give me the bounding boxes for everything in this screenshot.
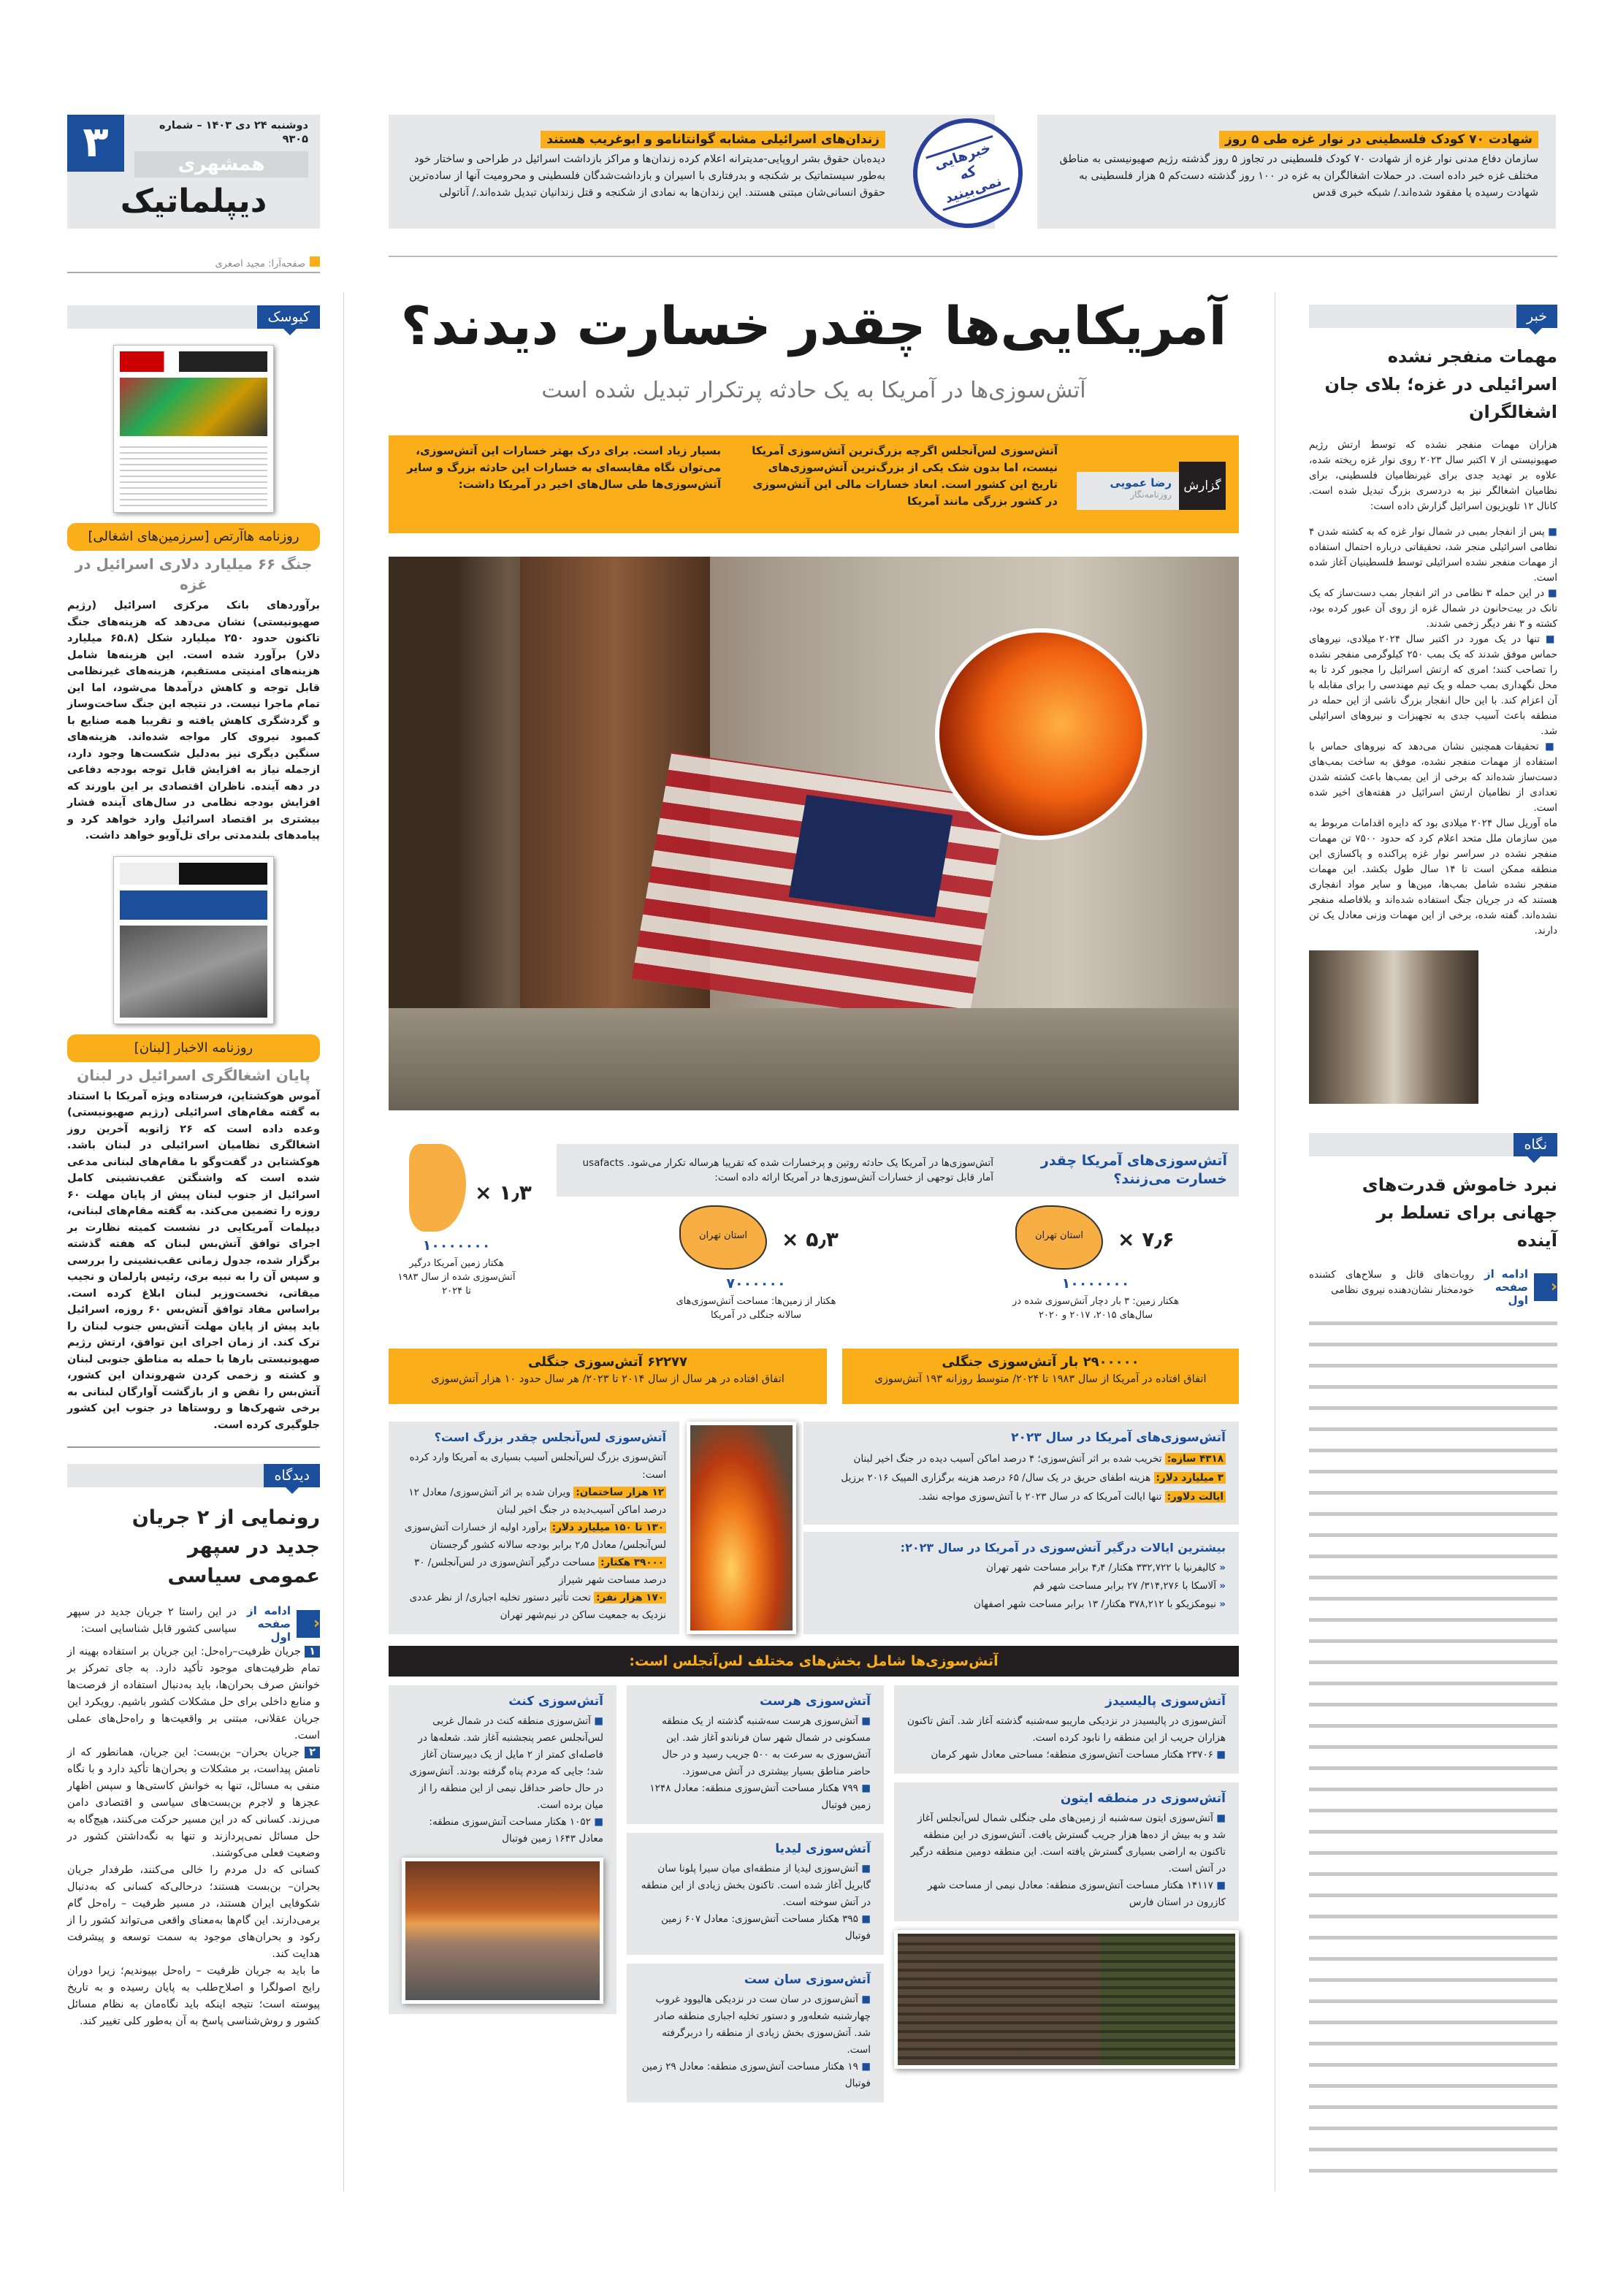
district-kenneth <box>389 1685 617 2014</box>
header-rule <box>389 256 1557 257</box>
infographic-header <box>557 1144 1239 1197</box>
la-size-item <box>402 1589 666 1624</box>
view-title: نبرد خاموش قدرت‌های جهانی برای تسلط بر آینده <box>1362 1175 1557 1251</box>
lead-paragraph-2: بسیار زیاد است. برای درک بهتر خسارات این آتش‌سوزی، می‌توان نگاه مقایسه‌ای به خسارات این حادثه بزرگ و سایر آتش‌سوزی‌ها طی سال‌های اخیر در آمریکا داشت: <box>407 444 721 491</box>
page-designer-label: صفحه‌آرا: مجید اصغری <box>215 259 305 270</box>
square-bullet-icon: ■ <box>861 1913 871 1925</box>
la-size-item <box>402 1554 666 1589</box>
stat-headline: ۶۲۲۷۷ آتش‌سوزی جنگلی <box>527 1354 688 1370</box>
view-body-continuation <box>1309 1314 1557 2181</box>
district-stat <box>640 1911 871 1945</box>
left-column <box>67 115 320 2030</box>
brand-main-logo: دیپلماتیک <box>120 183 267 220</box>
fires-2023-title: آتش‌سوزی‌های آمریکا در سال ۲۰۲۳ <box>1011 1430 1226 1445</box>
infographic-intro: آتش‌سوزی‌ها در آمریکا یک حادثه روتین و پرخسارات شده که تقریبا هرساله تکرار می‌شود. usafacts آمار قابل توجهی از خسارات آتش‌سوزی‌ها در آمریکا ارائه داده است: <box>582 1157 993 1183</box>
bullet-text: در این حمله ۳ نظامی در اثر انفجار بمب دست‌ساز که یک تانک در بیت‌حانون در شمال غزه از روی آن عبور کرده بود، کشته و ۳ نفر دیگر زخمی شدند. <box>1309 587 1557 630</box>
lower-middle-section <box>389 1422 1239 2102</box>
lead-paragraph-1: آتش‌سوزی لس‌آنجلس اگرچه بزرگ‌ترین آتش‌سوزی آمریکا نیست، اما بدون شک یکی از بزرگ‌ترین آتش‌سوزی‌های تاریخ این کشور است. ابعاد خسارات مالی این آتش‌سوزی در کشور بزرگی مانند آمریکا <box>752 444 1058 508</box>
la-size-intro: آتش‌سوزی بزرگ لس‌آنجلس آسیب بسیاری به آمریکا وارد کرده است: <box>409 1452 666 1481</box>
news-bullet <box>1309 525 1557 586</box>
la-size-item <box>402 1484 666 1519</box>
district-title: آتش‌سوزی هرست <box>760 1694 871 1709</box>
square-bullet-icon: ■ <box>1216 1880 1226 1891</box>
item-text: ویران شده بر اثر آتش‌سوزی/ معادل ۱۲ درصد اماکن آسیب‌دیده در جنگ اخیر لبنان <box>408 1487 666 1516</box>
item-key: ۱۳۰ تا ۱۵۰ میلیارد دلار: <box>550 1522 666 1533</box>
district-eaton <box>894 1782 1239 1921</box>
square-bullet-icon: ■ <box>1216 1749 1226 1761</box>
top-news-body: سازمان دفاع مدنی نوار غزه از شهادت ۷۰ کودک فلسطینی در تجاوز ۵ روز گذشته رژیم صهیونیستی به مناطق مختلف غزه خبر داده است. در حملات اشغالگران به غزه در ۱۰۰ روز گذشته دست‌کم ۵ هزار فلسطینی به شهادت رسیده یا مفقود شده‌اند./ شبکه خبری قدس <box>1059 153 1538 199</box>
infographic-title: آتش‌سوزی‌های آمریکا چقدر خسارت می‌زنند؟ <box>1040 1153 1227 1187</box>
districts-col-middle <box>627 1685 884 2102</box>
district-hurst <box>627 1685 884 1824</box>
fires-2023-item <box>817 1487 1226 1506</box>
stat-value: ۱۰۰۰۰۰۰۰ <box>1061 1275 1130 1292</box>
view-label: نگاه <box>1514 1133 1557 1156</box>
stat-caption: هکتار زمین آمریکا درگیر آتش‌سوزی شده از سال ۱۹۸۳ تا ۲۰۲۴ <box>397 1258 516 1297</box>
item-key: ۱۲ هزار ساختمان: <box>573 1487 666 1498</box>
opinion-point-2 <box>67 1744 320 1862</box>
state-item <box>817 1559 1226 1577</box>
square-bullet-icon: ■ <box>594 1715 603 1727</box>
la-size-box <box>389 1422 679 1634</box>
comparison-tehran-1 <box>1008 1205 1239 1330</box>
multiplier: × ۷٫۶ <box>1118 1227 1175 1251</box>
tehran-map-shape <box>1015 1205 1103 1270</box>
state-item <box>817 1577 1226 1595</box>
districts-col-right <box>894 1685 1239 2069</box>
fires-2023-item <box>817 1468 1226 1487</box>
districts-grid <box>389 1685 1239 2102</box>
bullet-text: تنها در یک مورد در اکتبر سال ۲۰۲۴ میلادی، نیروهای حماس موفق شدند که یک بمب ۲۵۰ کیلوگرمی منفجر نشده را تصاحب کنند؛ امری که ارتش اسرائیل را مجبور کرد تا به محل نگهداری بمب حمله و یک تیم مهندسی را برای مقابله با آن اعزام کند. با این حال انفجار بزرگ ناشی از این حمله در منطقه باعث آسیب جدی به تجهیزات و نیروهای اسرائیلی شد. <box>1309 633 1557 737</box>
firefighter-inset-photo <box>935 628 1147 840</box>
square-bullet-icon: ■ <box>861 1715 871 1727</box>
map-label: استان تهران <box>1034 1230 1083 1241</box>
point-number: ۲ <box>305 1747 320 1758</box>
opinion-paragraph: کسانی که دل مردم را خالی می‌کنند، طرفدار جریان بحران– بن‌بست هستند؛ درحالی‌که کسانی که به‌دنبال شکوفایی ایران هستند، در مسیر ظرفیت – راه‌حل گام برمی‌دارند. این گام‌ها به‌معنای واقعی می‌تواند کشور را از رکود و بحران‌های موجود به سمت توسعه و پیشرفت هدایت کند. <box>67 1864 320 1960</box>
stat-text: ۲۳۷۰۶ هکتار مساحت آتش‌سوزی منطقه؛ مساحتی معادل شهر کرمان <box>931 1749 1213 1761</box>
opinion-title: رونمایی از ۲ جریان جدید در سپهر عمومی سیاسی <box>131 1506 320 1587</box>
facts-right-stack <box>804 1422 1239 1634</box>
news-body <box>1309 438 1557 939</box>
body-text: آتش‌سوزی هرست سه‌شنبه گذشته از یک منطقه مسکونی در شمال شهر سان فرناندو آغاز شد. این آتش‌سوزی به سرعت به ۵۰۰ جریب رسید و در حال حاضر مناطق بسیار بیشتری در آتش می‌سوزد. <box>662 1715 871 1777</box>
map-label: استان تهران <box>698 1230 747 1241</box>
al-akhbar-headline: پایان اشغالگری اسرائیل در لبنان <box>77 1066 310 1084</box>
square-bullet-icon: ■ <box>1216 1812 1226 1824</box>
kiosk-label: کیوسک <box>257 305 320 329</box>
fires-2023-box <box>804 1422 1239 1525</box>
stat-text: ۱۹ هکتار مساحت آتش‌سوزی منطقه: معادل ۲۹ زمین فوتبال <box>641 2061 871 2089</box>
stat-caption: هکتار زمین: ۳ بار دچار آتش‌سوزی شده در سال‌های ۲۰۱۵، ۲۰۱۷ و ۲۰۲۰ <box>1012 1296 1179 1321</box>
haaretz-source-tag: روزنامه هاآرتص [سرزمین‌های اشغالی] <box>67 523 320 551</box>
district-lidia <box>627 1833 884 1955</box>
state-text: کالیفرنیا با ۳۳۲,۷۲۲ هکتار/ ۴٫۴ برابر مساحت شهر تهران <box>986 1561 1216 1574</box>
news-label: خبر <box>1516 305 1557 328</box>
designer-marker-icon <box>310 256 320 267</box>
point-text: جریان ظرفیت–راه‌حل: این جریان بر استفاده بهینه از تمام ظرفیت‌های موجود تأکید دارد. به جای تمرکز بر خوانش صرف بحران‌ها، باید به‌دنبال استفاده از فرصت‌ها و منابع داخلی برای حل مشکلات کشور باشیم. رویکرد این جریان عقلانی، مبتنی بر واقعیت‌ها و راه‌حل‌های عملی است. <box>67 1646 320 1742</box>
item-text: هزینه اطفای حریق در یک سال/ ۶۵ درصد هزینه برگزاری المپیک ۲۰۱۶ برزیل <box>841 1472 1151 1484</box>
district-body <box>640 1861 871 1911</box>
fires-2023-item <box>817 1449 1226 1468</box>
facts-row <box>389 1422 1239 1634</box>
kiosk-header <box>67 305 320 329</box>
stat-detail: اتفاق افتاده در آمریکا از سال ۱۹۸۳ تا ۲۰۲۴/ متوسط روزانه ۱۹۳ آتش‌سوزی <box>874 1373 1207 1385</box>
news-bullet <box>1309 632 1557 739</box>
page-number: ۳ <box>67 115 124 172</box>
page-title: آمریکایی‌ها چقدر خسارت دیدند؟ <box>400 295 1227 356</box>
district-body <box>640 1991 871 2059</box>
stat-headline: ۲۹۰۰۰۰۰ بار آتش‌سوزی جنگلی <box>942 1354 1140 1370</box>
item-key: ۳ میلیارد دلار: <box>1154 1472 1226 1484</box>
body-text: آتش‌سوزی لیدیا از منطقه‌ای میان سیرا پلونا سان گابریل آغاز شده است. تاکنون بخش زیادی از این منطقه در آتش سوخته است. <box>641 1863 871 1908</box>
issue-date: دوشنبه ۲۴ دی ۱۴۰۳ – شماره ۹۳۰۵ <box>159 120 308 145</box>
state-item <box>817 1595 1226 1614</box>
square-bullet-icon: ■ <box>1545 741 1557 752</box>
item-text: مساحت درگیر آتش‌سوزی در لس‌آنجلس/ ۳۰ درصد مساحت شهر شیراز <box>413 1557 666 1586</box>
news-header <box>1309 305 1557 328</box>
district-stat <box>402 1814 603 1847</box>
districts-banner: آتش‌سوزی‌ها شامل بخش‌های مختلف لس‌آنجلس است: <box>389 1646 1239 1677</box>
stamp-text: خبرهایی که نمی‌بینید <box>925 135 1009 211</box>
square-bullet-icon: ■ <box>1545 633 1557 645</box>
burning-houses-photo <box>402 1858 603 2004</box>
report-tag: گزارش <box>1179 462 1226 510</box>
al-akhbar-front-page-image <box>113 856 274 1024</box>
news-bullet <box>1309 739 1557 816</box>
district-palisades <box>894 1685 1239 1774</box>
double-chevron-icon: « <box>1219 1598 1226 1610</box>
opinion-point-1 <box>67 1644 320 1744</box>
district-sunset <box>627 1964 884 2102</box>
continued-from-front-page[interactable] <box>247 1604 320 1644</box>
district-stat <box>907 1877 1226 1911</box>
al-akhbar-source-tag: روزنامه الاخبار [لبنان] <box>67 1034 320 1062</box>
top-news-title: زندان‌های اسرائیلی مشابه گوانتانامو و ابوغریب هستند <box>541 131 885 148</box>
body-text: آتش‌سوزی منطقه کنث در شمال غربی لس‌آنجلس عصر پنجشنبه آغاز شد. شعله‌ها در فاصله‌ای کمتر از ۲ مایل از یک دبیرستان آغاز شد؛ جایی که مردم پناه گرفته بودند. آتش‌سوزی در حال حاضر حداقل نیمی از این منطقه را از میان برده است. <box>409 1715 603 1811</box>
al-akhbar-body: آموس هوکشتاین، فرستاده ویژه آمریکا با استناد به گفته مقام‌های اسرائیلی (رژیم صهیونیستی) وعده داده است که ۲۶ ژانویه آخرین روز اشغالگری نظامیان اسرائیلی در لبنان باشد. هوکشتاین در گفت‌وگو با مقام‌های لبنانی مدعی شده است که واشنگتن عقب‌نشینی کامل اسرائیل از جنوب لبنان پیش از پایان مهلت ۶۰ روزه را تضمین می‌کند. به گفته مقام‌های لبنانی، دیپلمات آمریکایی در نشست کمیته نظارت بر اجرای توافق آتش‌بس لبنان که هفته گذشته برگزار شده، جدول زمانی عقب‌نشینی را بررسی و سپس آن را به نبیه بری، رئیس پارلمان و نجیب میقاتی، نخست‌وزیر لبنان ابلاغ کرده است. براساس مفاد توافق آتش‌بس ۶۰ روزه، اسرائیل باید پیش از پایان مهلت آتش‌بس جنوب لبنان را ترک کند. از زمان اجرای این توافق، ارتش رژیم صهیونیستی بارها با حمله به مناطق جنوبی لبنان و کشته و زخمی کردن شهروندان این کشور، آتش‌بس را نقض و از بازگشت آوارگان لبنانی به برخی شهرک‌ها و روستاها در جنوب این کشور جلوگیری کرده است. <box>67 1090 320 1431</box>
lead-box <box>389 435 1239 533</box>
top-states-box <box>804 1532 1239 1635</box>
top-news-item-gaza-children <box>1037 115 1556 229</box>
la-size-item <box>402 1519 666 1554</box>
author-box <box>1077 472 1179 510</box>
chevron-icon: ‹ <box>297 1610 320 1638</box>
double-chevron-icon: « <box>1219 1561 1226 1574</box>
view-header <box>1309 1133 1557 1156</box>
square-bullet-icon: ■ <box>861 2061 871 2072</box>
stat-box-total-fires <box>842 1349 1239 1404</box>
opinion-body <box>67 1604 320 2030</box>
brand-top-logo: همشهری <box>134 151 308 178</box>
news-title: مهمات منفجر نشده اسرائیلی در غزه؛ بلای جان اشغالگران <box>1324 346 1557 422</box>
bullet-text: پس از انفجار بمبی در شمال نوار غزه که به کشته شدن ۴ نظامی اسرائیلی منجر شد، تحقیقاتی درباره احتمال استفاده از مهمات منفجر نشده اسرائیلی توسط فلسطینیان آغاز شده است. <box>1309 526 1557 584</box>
page-designer <box>67 256 320 273</box>
multiplier: × ۵٫۳ <box>782 1227 839 1251</box>
square-bullet-icon: ■ <box>861 1782 871 1794</box>
district-stat <box>640 1780 871 1814</box>
district-body <box>402 1713 603 1814</box>
haaretz-body: برآوردهای بانک مرکزی اسرائیل (رژیم صهیونیستی) نشان می‌دهد که هزینه‌های جنگ تاکنون حدود ۲۵۰ میلیارد شکل (۶۵.۸ میلیارد دلار) برآورد شده است. این هزینه‌ها شامل هزینه‌های امنیتی مستقیم، هزینه‌های غیرنظامی قابل توجه و کاهش درآمدها می‌شود، اما این تمام ماجرا نیست. در نتیجه این جنگ ساخت‌وساز و گردشگری کاهش یافته و تقریبا همه صنایع با کمبود نیروی کار مواجه شده‌اند. هزینه‌های سنگین دیگری نیز به‌دلیل شکست‌ها وجود دارد، ازجمله نیاز به افزایش قابل توجه بودجه دفاعی در دهه آینده. ناظران اقتصادی بر این باورند که افزایش بودجه نظامی در سال‌های آینده فشار بیشتری بر اقتصاد اسرائیل وارد خواهد کرد و پیامدهای بلندمدتی برای تل‌آویو خواهد داشت. <box>67 600 321 842</box>
iran-map-shape <box>409 1144 466 1232</box>
stat-detail: اتفاق افتاده در هر سال از سال ۲۰۱۴ تا ۲۰۲۳/ هر سال حدود ۱۰ هزار آتش‌سوزی <box>431 1373 785 1385</box>
square-bullet-icon: ■ <box>861 1863 871 1874</box>
multiplier: × ۱٫۳ <box>475 1181 532 1205</box>
top-states-title: بیشترین ایالات درگیر آتش‌سوزی در آمریکا در سال ۲۰۲۳: <box>900 1540 1226 1555</box>
author-name: رضا عمویی <box>1110 476 1172 489</box>
byline <box>1077 462 1226 510</box>
item-key: ایالت دلاور: <box>1165 1491 1226 1503</box>
stat-value: ۷۰۰۰۰۰۰ <box>726 1275 786 1292</box>
state-text: نیومکزیکو با ۳۷۸,۲۱۲ هکتار/ ۱۳ برابر مساحت شهر اصفهان <box>974 1598 1216 1610</box>
item-text: تنها ایالت آمریکا که در سال ۲۰۲۳ با آتش‌سوزی مواجه نشد. <box>918 1491 1162 1503</box>
helicopter-wildfire-photo <box>687 1422 796 1634</box>
item-text: تخریب شده بر اثر آتش‌سوزی؛ ۴ درصد اماکن آسیب دیده در جنگ اخیر لبنان <box>853 1453 1162 1465</box>
item-key: ۱۷۰ هزار نفر: <box>594 1592 666 1603</box>
district-title: آتش‌سوزی کنث <box>508 1694 603 1709</box>
stat-box-annual-fires <box>389 1349 827 1404</box>
divider <box>67 1446 320 1448</box>
continued-from-front-page[interactable] <box>1484 1267 1557 1307</box>
square-bullet-icon: ■ <box>594 1816 603 1828</box>
point-text: جریان بحران– بن‌بست: این جریان، همانطور که از نامش پیداست، بر مشکلات و بحران‌ها تأکید دارد و با نگاه منفی به مسائل، تنها به خوانش کاستی‌ها و سپس اظهار عجزها و لاجرم بن‌بست‌های سیاسی و اقتصادی دامن می‌زند. کسانی که در این مسیر حرکت می‌کنند، هیچ‌گاه به حل مسائل نمی‌پردازند و تنها به نگه‌داشتن کشور در وضعیت فعلی می‌کوشند. <box>67 1747 320 1859</box>
opinion-intro: در این راستا ۲ جریان جدید در سپهر سیاسی کشور قابل شناسایی است: <box>67 1606 237 1635</box>
body-text: آتش‌سوزی در سان ست در نزدیکی هالیوود غروب چهارشنبه شعله‌ور و دستور تخلیه اجباری منطقه صادر شد. آتش‌سوزی بخش زیادی از منطقه را دربرگرفته است. <box>654 1994 871 2056</box>
stat-text: ۱۰۵۲ هکتار مساحت آتش‌سوزی منطقه: معادل ۱۶۴۳ زمین فوتبال <box>429 1816 603 1845</box>
column-divider <box>343 292 344 2192</box>
item-key: ۴۳۱۸ سازه: <box>1165 1453 1226 1465</box>
haaretz-headline: جنگ ۶۶ میلیارد دلاری اسرائیل در غزه <box>75 555 313 593</box>
point-number: ۱ <box>305 1646 320 1658</box>
haaretz-front-page-image <box>113 345 274 513</box>
news-closing: ماه آوریل سال ۲۰۲۴ میلادی بود که دایره اقدامات مربوط به مین سازمان ملل متحد اعلام کرد که حدود ۷۵۰۰ تن مهمات منفجر نشده در سراسر نوار غزه پراکنده و پاکسازی این منطقه ممکن است تا ۱۴ سال طول بکشد. این مهمات منفجر نشده شامل بمب‌ها، مین‌ها و سایر مواد انفجاری هستند که در جریان جنگ استفاده شده‌اند و بلافاصله منفجر نشده‌اند. گفته شده، برخی از این مهمات وزنی معادل یک تن دارند. <box>1309 817 1557 937</box>
district-title: آتش‌سوزی پالیسیدز <box>1105 1694 1226 1709</box>
opinion-paragraph: ما باید به جریان ظرفیت – راه‌حل بپیوندیم؛ زیرا دوران رایج اصولگرا و اصلاح‌طلب به پایان رسیده و به تاریخ پیوسته است؛ نتیجه اینکه باید نگاه‌مان به نظام مسائل کشور و روش‌شناسی پاسخ به آن به‌طور کلی تغییر کند. <box>67 1965 320 2027</box>
district-title: آتش‌سوزی در منطقه ایتون <box>1060 1791 1226 1806</box>
bullet-text: تحقیقات همچنین نشان می‌دهد که نیروهای حماس با استفاده از مهمات منفجر نشده، موفق به ساخت بمب‌های دست‌ساز شده‌اند که برخی از این بمب‌ها باعث کشته شدن تعدادی از نظامیان ارتش اسرائیل در هفته‌های اخیر شده است. <box>1309 741 1557 814</box>
view-intro: روبات‌های قاتل و سلاح‌های کشنده خودمختار نشان‌دهنده نیروی نظامی <box>1309 1269 1474 1296</box>
aerial-burnt-neighborhood-photo <box>894 1930 1239 2069</box>
chevron-icon: ‹ <box>1534 1273 1557 1301</box>
stat-value: ۱۰۰۰۰۰۰۰ <box>422 1237 491 1254</box>
district-body <box>640 1713 871 1780</box>
square-bullet-icon: ■ <box>861 1994 871 2005</box>
stat-caption: هکتار از زمین‌ها: مساحت آتش‌سوزی‌های سالانه جنگلی در آمریکا <box>676 1296 836 1321</box>
top-news-title: شهادت ۷۰ کودک فلسطینی در نوار غزه طی ۵ روز <box>1219 131 1538 148</box>
district-body <box>907 1810 1226 1877</box>
item-text: تحت تأثیر دستور تخلیه اجباری/ از نظر عددی نزدیک به جمعیت ساکن در نیم‌شهر تهران <box>409 1592 666 1621</box>
district-title: آتش‌سوزی لیدیا <box>775 1842 871 1856</box>
district-body: آتش‌سوزی در پالیسیدز در نزدیکی ماریبو سه‌شنبه گذشته آغاز شد. آتش تاکنون هزاران جریب از این منطقه را نابود کرده است. <box>907 1715 1226 1744</box>
district-title: آتش‌سوزی سان ست <box>744 1972 871 1987</box>
stat-text: ۳۹۵ هکتار مساحت آتش‌سوزی: معادل ۶۰۷ زمین فوتبال <box>660 1913 871 1942</box>
body-text: آتش‌سوزی ایتون سه‌شنبه از زمین‌های ملی جنگلی شمال لس‌آنجلس آغاز شد و به بیش از ده‌ها هزار جریب گسترش یافت. آتش‌سوزی در این منطقه تاکنون به اراضی بسیاری گسترش یافته است. این منطقه دومین منطقه درگیر در آتش است. <box>910 1812 1226 1874</box>
burnt-flag-photo <box>389 557 1239 1110</box>
continued-label: ادامه از صفحه اول <box>1484 1267 1528 1307</box>
stat-text: ۱۴۱۱۷ هکتار مساحت آتش‌سوزی منطقه: معادل نیمی از مساحت شهر کازرون در استان فارس <box>927 1880 1226 1908</box>
item-key: ۳۹۰۰۰ هکتار: <box>598 1557 666 1568</box>
tunnel-soldier-photo <box>1309 950 1478 1104</box>
right-column <box>1309 305 1557 2181</box>
comparison-iran <box>394 1144 570 1341</box>
state-text: آلاسکا با ۳۱۴,۲۷۶/ ۲۷ برابر مساحت شهر قم <box>1033 1579 1216 1592</box>
news-bullet <box>1309 586 1557 632</box>
top-news-body: دیده‌بان حقوق بشر اروپایی-مدیترانه اعلام کرده زندان‌ها و مراکز بازداشت اسرائیل در طراحی و ساختار خود به‌طور سیستماتیک بر شکنجه و بدرفتاری با اسیران و بازداشت‌شدگان فلسطینی و محرومیت آنها از ساده‌ترین حقوق انسانی‌شان مبتنی هستند. این زندان‌ها به نمادی از شکنجه و قتل زندانیان تبدیل شده‌اند./ آناتولی <box>408 153 885 199</box>
view-body <box>1309 1267 1557 1307</box>
news-lead: هزاران مهمات منفجر نشده که توسط ارتش رژیم صهیونیستی از ۷ اکتبر سال ۲۰۲۳ روی نوار غزه ریخته شده، علاوه بر تهدید جدی برای غیرنظامیان فلسطینی، برای نظامیان اشغالگر نیز به دردسری بزرگ تبدیل شده است. کانال ۱۲ تلویزیون اسرائیل گزارش داده است: <box>1309 439 1557 512</box>
district-stat <box>907 1747 1226 1763</box>
item-text: برآورد اولیه از خسارات آتش‌سوزی لس‌آنجلس/ معادل ۲٫۵ برابر بودجه سالانه کشور گرجستان <box>404 1522 666 1551</box>
comparison-tehran-2 <box>672 1205 903 1330</box>
square-bullet-icon: ■ <box>1547 587 1558 599</box>
continued-label: ادامه از صفحه اول <box>247 1604 291 1644</box>
page-subtitle: آتش‌سوزی‌ها در آمریکا به یک حادثه پرتکرار تبدیل شده است <box>541 378 1086 403</box>
tehran-map-shape <box>679 1205 767 1270</box>
opinion-header <box>67 1464 320 1487</box>
opinion-label: دیدگاه <box>264 1464 320 1487</box>
stat-text: ۷۹۹ هکتار مساحت آتش‌سوزی منطقه: معادل ۱۲۴۸ زمین فوتبال <box>649 1782 871 1811</box>
author-role: روزنامه‌نگار <box>1130 489 1172 500</box>
top-news-item-prisons <box>389 115 995 229</box>
district-stat <box>640 2059 871 2092</box>
la-size-title: آتش‌سوزی لس‌آنجلس چقدر بزرگ است؟ <box>434 1430 666 1444</box>
square-bullet-icon: ■ <box>1548 526 1557 538</box>
double-chevron-icon: « <box>1219 1579 1226 1592</box>
masthead <box>67 115 320 229</box>
